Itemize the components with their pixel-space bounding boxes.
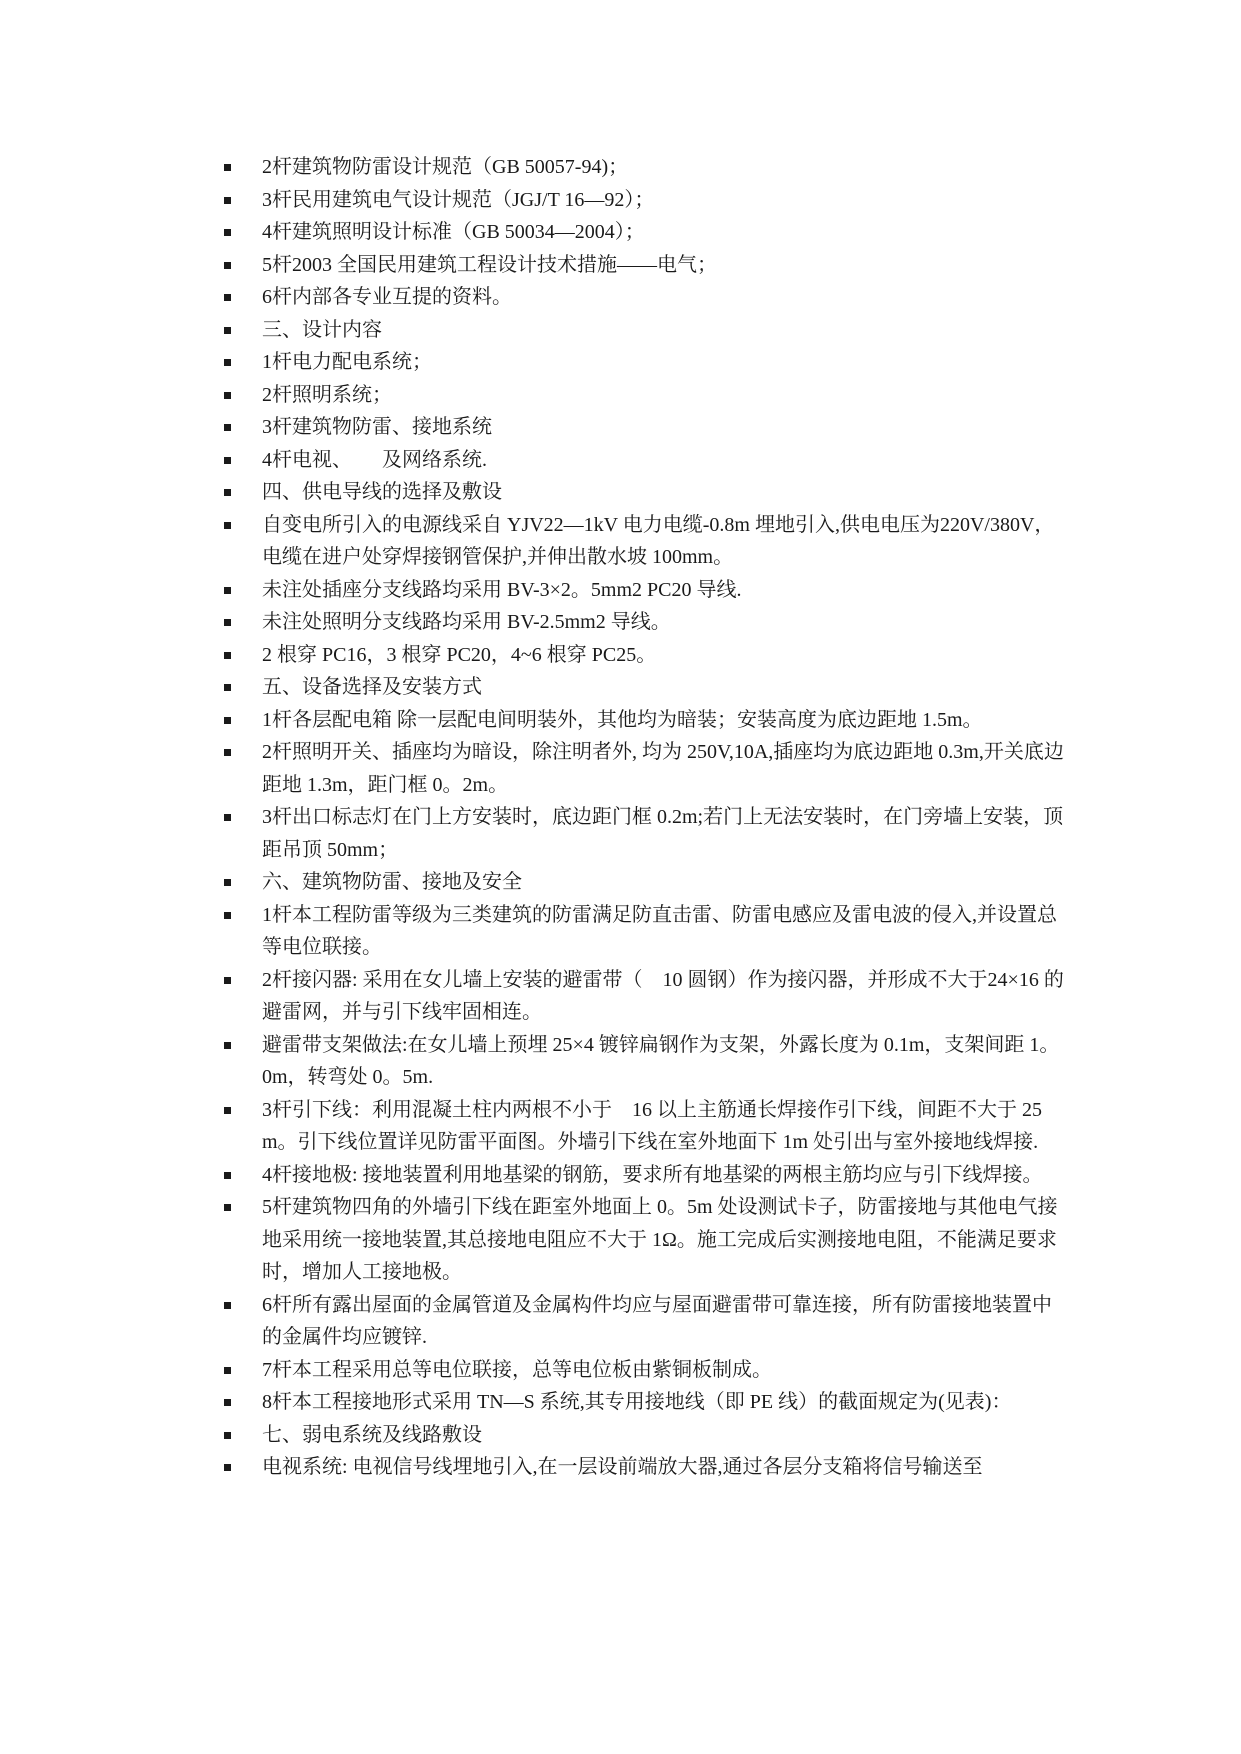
square-bullet-icon — [224, 457, 231, 464]
square-bullet-icon — [224, 522, 231, 529]
square-bullet-icon — [224, 912, 231, 919]
square-bullet-icon — [224, 1204, 231, 1211]
square-bullet-icon — [224, 879, 231, 886]
square-bullet-icon — [224, 1302, 231, 1309]
square-bullet-icon — [224, 424, 231, 431]
square-bullet-icon — [224, 229, 231, 236]
list-item — [224, 281, 1064, 314]
list-item — [224, 1354, 1064, 1387]
list-item-text: 4杆建筑照明设计标准（GB 50034—2004）； — [262, 221, 645, 243]
list-item — [224, 801, 1064, 866]
square-bullet-icon — [224, 684, 231, 691]
list-item-text: 1杆本工程防雷等级为三类建筑的防雷满足防直击雷、防雷电感应及雷电波的侵入,并设置总等电位联接。 — [262, 903, 1057, 958]
list-item — [224, 704, 1064, 737]
square-bullet-icon — [224, 1367, 231, 1374]
list-item-text: 2杆照明开关、插座均为暗设，除注明者外, 均为 250V,10A,插座均为底边距地 0.3m,开关底边距地 1.3m，距门框 0。2m。 — [262, 741, 1064, 796]
list-item — [224, 1289, 1064, 1354]
square-bullet-icon — [224, 1399, 231, 1406]
list-item-text: 6杆所有露出屋面的金属管道及金属构件均应与屋面避雷带可靠连接，所有防雷接地装置中的金属件均应镀锌. — [262, 1293, 1052, 1348]
list-item-text: 电视系统: 电视信号线埋地引入,在一层设前端放大器,通过各层分支箱将信号输送至 — [262, 1456, 983, 1478]
list-item-text: 5杆2003 全国民用建筑工程设计技术措施——电气； — [262, 253, 717, 276]
list-item-text: 2杆接闪器: 采用在女儿墙上安装的避雷带（ 10 圆钢）作为接闪器，并形成不大于24×16 的避雷网，并与引下线牢固相连。 — [262, 968, 1064, 1023]
list-item-text: 4杆电视、 及网络系统. — [262, 448, 487, 471]
list-item — [224, 314, 1064, 347]
square-bullet-icon — [224, 1042, 231, 1049]
list-item — [224, 476, 1064, 509]
list-item-text: 自变电所引入的电源线采自 YJV22—1kV 电力电缆-0.8m 埋地引入,供电电压为220V/380V，电缆在进户处穿焊接钢管保护,并伸出散水坡 100mm。 — [262, 513, 1055, 568]
list-item — [224, 574, 1064, 607]
square-bullet-icon — [224, 977, 231, 984]
list-item-text: 未注处插座分支线路均采用 BV-3×2。5mm2 PC20 导线. — [262, 578, 742, 601]
list-item-text: 4杆接地极: 接地装置利用地基梁的钢筋，要求所有地基梁的两根主筋均应与引下线焊接。 — [262, 1163, 1043, 1186]
list-item — [224, 411, 1064, 444]
list-item — [224, 866, 1064, 899]
list-item-text: 7杆本工程采用总等电位联接，总等电位板由紫铜板制成。 — [262, 1358, 772, 1381]
list-item — [224, 1419, 1064, 1452]
square-bullet-icon — [224, 587, 231, 594]
square-bullet-icon — [224, 392, 231, 399]
list-item — [224, 1191, 1064, 1289]
list-item — [224, 1094, 1064, 1159]
square-bullet-icon — [224, 717, 231, 724]
square-bullet-icon — [224, 652, 231, 659]
bullet-list — [224, 151, 1064, 1484]
list-item — [224, 151, 1064, 184]
list-item-text: 5杆建筑物四角的外墙引下线在距室外地面上 0。5m 处设测试卡子，防雷接地与其他电气接地采用统一接地装置,其总接地电阻应不大于 1Ω。施工完成后实测接地电阻，不能满足要求时，增加人工接地极。 — [262, 1196, 1058, 1283]
list-item-text: 3杆民用建筑电气设计规范（JGJ/T 16—92）； — [262, 188, 655, 211]
list-item — [224, 639, 1064, 672]
list-item — [224, 899, 1064, 964]
square-bullet-icon — [224, 1432, 231, 1439]
list-item — [224, 736, 1064, 801]
square-bullet-icon — [224, 164, 231, 171]
list-item — [224, 1451, 1064, 1484]
list-item — [224, 216, 1064, 249]
square-bullet-icon — [224, 489, 231, 496]
list-item — [224, 379, 1064, 412]
list-item — [224, 444, 1064, 477]
square-bullet-icon — [224, 1172, 231, 1179]
square-bullet-icon — [224, 197, 231, 204]
list-item-text: 七、弱电系统及线路敷设 — [262, 1423, 482, 1446]
square-bullet-icon — [224, 814, 231, 821]
list-item — [224, 346, 1064, 379]
square-bullet-icon — [224, 749, 231, 756]
square-bullet-icon — [224, 1464, 231, 1471]
list-item-text: 2 根穿 PC16，3 根穿 PC20，4~6 根穿 PC25。 — [262, 643, 657, 666]
list-item-text: 未注处照明分支线路均采用 BV-2.5mm2 导线。 — [262, 611, 671, 633]
list-item — [224, 249, 1064, 282]
list-item-text: 四、供电导线的选择及敷设 — [262, 481, 502, 503]
square-bullet-icon — [224, 619, 231, 626]
list-item — [224, 671, 1064, 704]
list-item — [224, 1386, 1064, 1419]
list-item-text: 3杆引下线：利用混凝土柱内两根不小于 16 以上主筋通长焊接作引下线，间距不大于 25m。引下线位置详见防雷平面图。外墙引下线在室外地面下 1m 处引出与室外接地线焊接. — [262, 1098, 1042, 1153]
list-item — [224, 1029, 1064, 1094]
list-item-text: 六、建筑物防雷、接地及安全 — [262, 871, 522, 893]
list-item-text: 6杆内部各专业互提的资料。 — [262, 286, 512, 308]
list-item-text: 2杆建筑物防雷设计规范（GB 50057-94)； — [262, 156, 629, 178]
square-bullet-icon — [224, 262, 231, 269]
list-item-text: 1杆各层配电箱 除一层配电间明装外，其他均为暗装；安装高度为底边距地 1.5m。 — [262, 708, 983, 731]
square-bullet-icon — [224, 294, 231, 301]
list-item-text: 五、设备选择及安装方式 — [262, 676, 482, 698]
list-item-text: 8杆本工程接地形式采用 TN—S 系统,其专用接地线（即 PE 线）的截面规定为(见表)： — [262, 1391, 1012, 1413]
list-item — [224, 184, 1064, 217]
list-item-text: 3杆建筑物防雷、接地系统 — [262, 416, 492, 438]
square-bullet-icon — [224, 359, 231, 366]
list-item — [224, 1159, 1064, 1192]
list-item-text: 避雷带支架做法:在女儿墙上预埋 25×4 镀锌扁钢作为支架，外露长度为 0.1m，支架间距 1。0m，转弯处 0。5m. — [262, 1033, 1060, 1088]
list-item-text: 2杆照明系统； — [262, 383, 392, 406]
list-item — [224, 964, 1064, 1029]
list-item-text: 3杆出口标志灯在门上方安装时，底边距门框 0.2m;若门上无法安装时，在门旁墙上安装，顶距吊顶 50mm； — [262, 806, 1064, 861]
list-item-text: 三、设计内容 — [262, 318, 382, 341]
square-bullet-icon — [224, 327, 231, 334]
square-bullet-icon — [224, 1107, 231, 1114]
list-item — [224, 509, 1064, 574]
list-item-text: 1杆电力配电系统； — [262, 351, 432, 373]
list-item — [224, 606, 1064, 639]
